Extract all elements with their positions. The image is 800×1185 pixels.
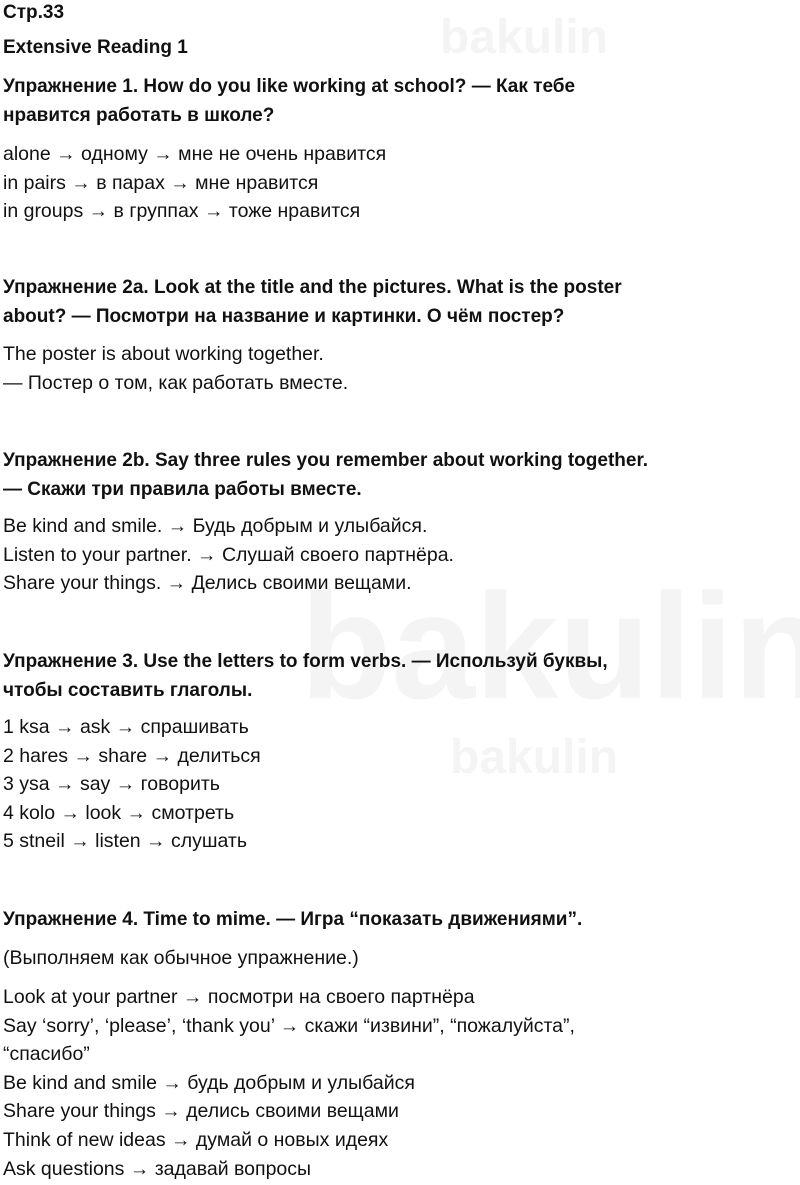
exercise-2a-title xyxy=(3,273,798,331)
answer-line: Listen to your partner. → Слушай своего партнёра. xyxy=(3,543,454,566)
exercise-title-line: нравится работать в школе? xyxy=(3,105,275,126)
document-title: Extensive Reading 1 xyxy=(3,37,188,58)
page-label: Стр.33 xyxy=(3,2,65,23)
exercise-4-title xyxy=(3,905,798,934)
exercise-title-line: Упражнение 2a. Look at the title and the pictures. What is the poster xyxy=(3,277,622,298)
answer-line: Look at your partner → посмотри на своего партнёра xyxy=(3,986,475,1008)
answer-line: 1 ksa → ask → спрашивать xyxy=(3,716,249,738)
answer-line: 4 kolo → look → смотреть xyxy=(3,801,235,824)
answer-line: Ask questions → задавай вопросы xyxy=(3,1157,312,1180)
exercise-title-line: — Скажи три правила работы вместе. xyxy=(3,479,362,500)
exercise-note: (Выполняем как обычное упражнение.) xyxy=(3,947,359,969)
exercise-title-line: Упражнение 3. Use the letters to form verbs. — Используй буквы, xyxy=(3,651,608,672)
exercise-title-line: about? — Посмотри на название и картинки. О чём постер? xyxy=(3,306,565,327)
exercise-title-line: Упражнение 1. How do you like working at school? — Как тебе xyxy=(3,76,576,97)
answer-line: Share your things. → Делись своими вещами. xyxy=(3,572,412,595)
answer-line: in pairs → в парах → мне нравится xyxy=(3,171,319,194)
exercise-title-line: чтобы составить глаголы. xyxy=(3,680,253,701)
answer-line: Say ‘sorry’, ‘please’, ‘thank you’ → скажи “извини”, “пожалуйста”, xyxy=(3,1014,575,1037)
answer-line: Be kind and smile. → Будь добрым и улыбайся. xyxy=(3,515,428,537)
exercise-1-title xyxy=(3,72,798,130)
exercise-2b-title xyxy=(3,446,798,504)
exercise-title-line: Упражнение 2b. Say three rules you remember about working together. xyxy=(3,450,649,471)
answer-line: Share your things → делись своими вещами xyxy=(3,1100,399,1123)
watermark-text xyxy=(440,10,608,65)
exercise-3-title xyxy=(3,647,798,705)
answer-line: Think of new ideas → думай о новых идеях xyxy=(3,1129,389,1151)
watermark-text xyxy=(450,730,618,785)
answer-line: Be kind and smile → будь добрым и улыбайся xyxy=(3,1071,415,1094)
answer-line: 2 hares → share → делиться xyxy=(3,744,261,767)
answer-line: — Постер о том, как работать вместе. xyxy=(3,371,349,394)
answer-line: The poster is about working together. xyxy=(3,343,324,365)
exercise-title-line: Упражнение 4. Time to mime. — Игра “показать движениями”. xyxy=(3,909,583,930)
answer-line: 5 stneil → listen → слушать xyxy=(3,830,248,853)
answer-line: “спасибо” xyxy=(3,1043,90,1066)
answer-line: 3 ysa → say → говорить xyxy=(3,773,220,796)
answer-line: alone → одному → мне не очень нравится xyxy=(3,143,387,165)
answer-line: in groups → в группах → тоже нравится xyxy=(3,200,361,223)
